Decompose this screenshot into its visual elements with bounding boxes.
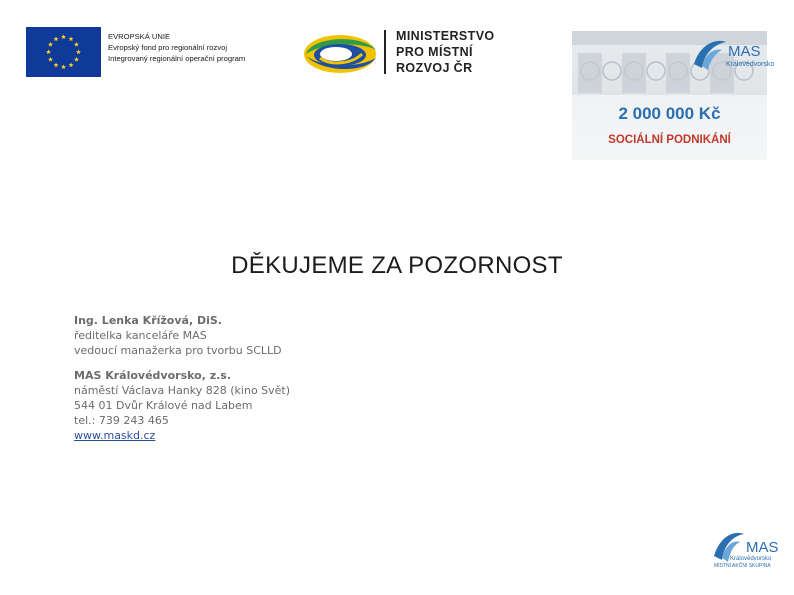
promo-mas-text: MAS	[728, 43, 761, 60]
promo-subtitle: SOCIÁLNÍ PODNIKÁNÍ	[608, 134, 731, 146]
mmr-logo-text	[396, 28, 495, 76]
eu-logo	[26, 27, 286, 77]
promo-mas-subtext: Královédvorsko	[726, 61, 775, 68]
contact-role-1: ředitelka kanceláře MAS	[74, 329, 207, 342]
mmr-line-3: ROZVOJ ČR	[396, 61, 473, 75]
contact-name: Ing. Lenka Křížová, DiS.	[74, 314, 222, 327]
mmr-logo	[302, 28, 512, 78]
contact-website-link[interactable]: www.maskd.cz	[74, 429, 156, 442]
contact-block	[74, 313, 290, 443]
mas-logo-icon	[690, 34, 775, 78]
contact-role-2: vedoucí manažerka pro tvorbu SCLLD	[74, 344, 282, 357]
footer-mas-sub1: Královédvorsko	[730, 556, 772, 562]
mmr-emblem-icon	[302, 32, 378, 76]
footer-mas-logo	[710, 524, 784, 570]
promo-amount: 2 000 000 Kč	[618, 104, 721, 123]
contact-address-2: 544 01 Dvůr Králové nad Labem	[74, 399, 253, 412]
footer-mas-sub2: MÍSTNÍ AKČNÍ SKUPINA	[714, 563, 771, 569]
eu-line-3: Integrovaný regionální operační program	[108, 54, 246, 63]
promo-banner	[572, 31, 775, 160]
eu-line-1: EVROPSKÁ UNIE	[108, 32, 171, 41]
contact-phone: tel.: 739 243 465	[74, 414, 169, 427]
page-title: DĚKUJEME ZA POZORNOST	[231, 252, 563, 279]
contact-organization: MAS Královédvorsko, z.s.	[74, 369, 232, 382]
eu-logo-text	[108, 31, 245, 64]
mmr-line-1: MINISTERSTVO	[396, 29, 495, 43]
mmr-line-2: PRO MÍSTNÍ	[396, 45, 473, 59]
eu-flag-icon	[26, 27, 101, 77]
contact-address-1: náměstí Václava Hanky 828 (kino Svět)	[74, 384, 291, 397]
mmr-separator	[384, 30, 386, 74]
eu-line-2: Evropský fond pro regionální rozvoj	[108, 43, 228, 52]
footer-mas-text: MAS	[746, 539, 779, 556]
